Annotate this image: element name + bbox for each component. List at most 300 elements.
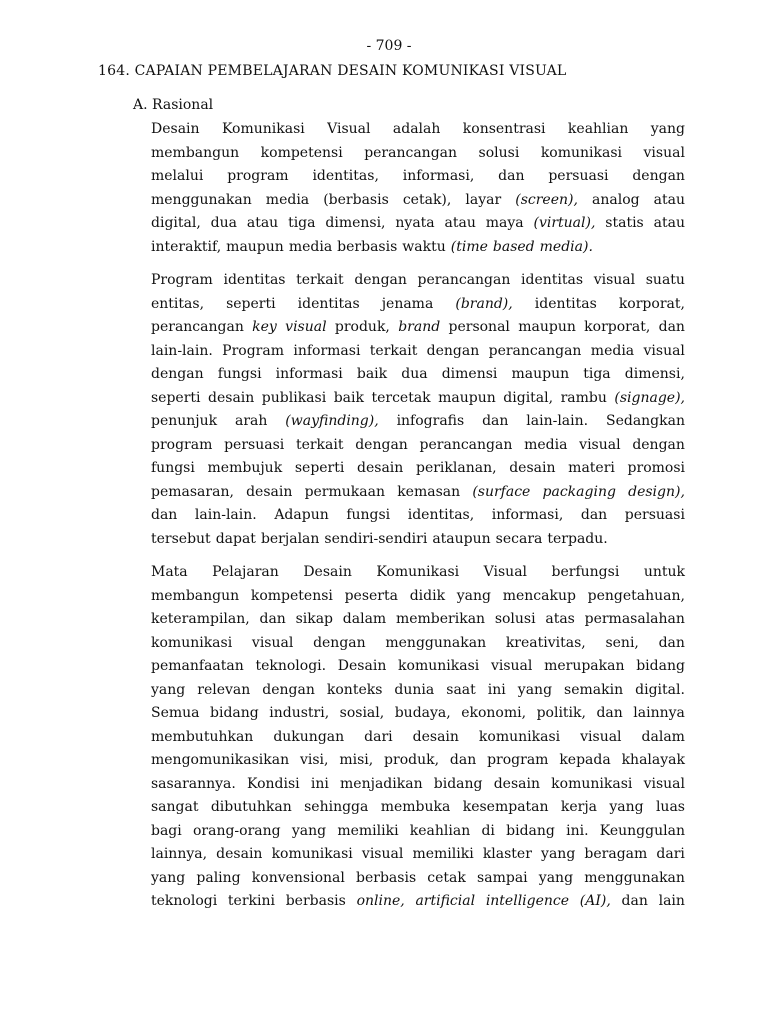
word: media — [288, 238, 333, 255]
page-number: - 709 - — [366, 38, 412, 54]
text-line — [151, 679, 685, 703]
word: (screen), — [515, 191, 578, 208]
word: seperti — [226, 295, 276, 312]
word: program — [487, 752, 549, 768]
word: visi, — [299, 752, 329, 768]
word: statis — [605, 215, 644, 231]
word: (berbasis — [323, 191, 389, 208]
word: visual — [361, 846, 404, 862]
text-line — [151, 749, 685, 773]
word: dengan — [262, 681, 315, 698]
word: sehingga — [304, 799, 369, 815]
word: pemanfaatan — [151, 658, 244, 674]
word: (surface — [472, 483, 531, 500]
word: maya — [485, 215, 524, 231]
word: kompetensi — [250, 587, 333, 604]
word: keahlian — [567, 121, 629, 137]
word: persuasi — [624, 507, 685, 523]
word: Desain — [303, 564, 352, 580]
text-line — [151, 165, 685, 189]
text-line — [151, 528, 685, 552]
text-line — [151, 585, 685, 609]
word: dalam — [342, 611, 387, 627]
word: yang — [517, 681, 553, 698]
word: yang — [456, 587, 491, 604]
word: Desain — [151, 121, 200, 137]
word: ataupun — [432, 530, 491, 547]
text-line — [151, 142, 685, 166]
word: dan — [498, 168, 525, 184]
word: Sedangkan — [605, 413, 685, 429]
word: dengan — [426, 342, 480, 359]
word: visual — [643, 144, 685, 161]
word: digital. — [635, 681, 685, 698]
subsection-title: A. Rasional — [133, 97, 214, 113]
word: kesempatan — [462, 799, 549, 815]
word: teknologi — [151, 893, 218, 909]
word: kepada — [559, 752, 611, 768]
word: terkait — [369, 342, 418, 359]
text-line — [151, 316, 685, 340]
word: visual — [251, 634, 294, 651]
word: solusi — [494, 611, 536, 627]
word: saat — [446, 681, 476, 698]
text-line — [151, 773, 685, 797]
word: korporat, — [618, 295, 685, 312]
word: artificial — [415, 893, 476, 909]
word: ekonomi, — [461, 705, 527, 721]
word: maupun — [226, 238, 284, 255]
word: cetak), — [402, 191, 452, 208]
word: komunikasi — [551, 775, 633, 792]
word: dan — [482, 413, 509, 429]
word: klaster — [482, 846, 532, 862]
word: yang — [151, 681, 186, 698]
word: atau — [653, 215, 685, 231]
word: based — [492, 238, 535, 255]
text-line — [151, 655, 685, 679]
word: seperti — [294, 460, 345, 476]
text-line — [151, 481, 685, 505]
word: rambu — [560, 389, 607, 406]
text-line — [151, 796, 685, 820]
word: interaktif, — [151, 238, 222, 255]
word: industri, — [269, 705, 330, 721]
word: menggunakan — [151, 191, 252, 208]
section-title: 164. CAPAIAN PEMBELAJARAN DESAIN KOMUNIKASI VISUAL — [98, 63, 567, 79]
word: (wayfinding), — [285, 413, 379, 429]
word: adalah — [392, 121, 441, 137]
word: perancangan — [417, 272, 511, 288]
text-line — [151, 457, 685, 481]
word: visual — [643, 775, 685, 792]
word: (signage), — [614, 389, 685, 406]
text-line — [151, 410, 685, 434]
word: dengan — [355, 436, 408, 453]
word: program — [227, 168, 289, 184]
word: maupun — [511, 366, 570, 382]
word: identitas, — [407, 507, 475, 523]
text-line — [151, 702, 685, 726]
word: perancangan — [151, 319, 244, 335]
word: Program — [222, 342, 284, 359]
word: identitas — [223, 272, 286, 288]
text-line — [151, 236, 685, 260]
word: layar — [465, 191, 502, 208]
word: desain — [412, 728, 459, 745]
word: berfungsi — [551, 564, 620, 580]
word: dan — [596, 705, 623, 721]
word: atau — [653, 191, 685, 208]
word: komunikasi — [271, 846, 353, 862]
word: dengan — [151, 366, 204, 382]
word: design), — [628, 483, 685, 500]
word: luas — [655, 799, 685, 815]
paragraph — [151, 269, 685, 551]
word: berbasis — [356, 869, 417, 886]
text-line — [151, 608, 685, 632]
word: dimensi, — [624, 366, 685, 382]
body-text — [151, 118, 685, 924]
word: perancangan — [419, 436, 513, 453]
word: memberikan — [395, 611, 486, 627]
word: promosi — [627, 460, 685, 476]
word: paling — [196, 869, 241, 886]
word: persuasi — [224, 436, 285, 453]
text-line — [151, 212, 685, 236]
word: dari — [656, 846, 685, 862]
word: dua — [210, 215, 237, 231]
word: sendiri-sendiri — [324, 530, 428, 547]
word: konsentrasi — [462, 121, 546, 137]
word: dibutuhkan — [210, 799, 292, 815]
word: untuk — [643, 564, 685, 580]
word: permasalahan — [584, 611, 685, 627]
word: media — [590, 342, 635, 359]
word: dan — [151, 507, 178, 523]
word: Keunggulan — [599, 822, 685, 839]
word: dengan — [354, 272, 407, 288]
word: lain — [658, 893, 685, 909]
word: intelligence — [485, 893, 570, 909]
word: komunikasi — [398, 658, 480, 674]
word: dan — [449, 752, 477, 768]
word: baik — [333, 389, 364, 406]
word: Visual — [483, 564, 528, 580]
word: yang — [291, 822, 327, 839]
word: bagi — [151, 822, 182, 839]
text-line — [151, 632, 685, 656]
word: secara — [495, 530, 543, 547]
word: dan — [580, 507, 608, 523]
word: materi — [568, 460, 615, 476]
word: komunikasi — [540, 144, 623, 161]
word: visual — [580, 728, 622, 745]
word: konvensional — [251, 869, 345, 886]
word: solusi — [478, 144, 520, 161]
text-line — [151, 561, 685, 585]
word: tersebut — [151, 530, 211, 547]
word: media — [265, 191, 310, 208]
text-line — [151, 269, 685, 293]
word: informasi — [293, 342, 361, 359]
word: Desain — [337, 658, 387, 674]
word: waktu — [402, 238, 446, 255]
text-line — [151, 867, 685, 891]
word: Komunikasi — [376, 564, 460, 580]
word: yang — [151, 869, 186, 886]
word: atau — [444, 215, 476, 231]
word: membujuk — [207, 460, 283, 476]
word: dimensi, — [325, 215, 386, 231]
word: informasi, — [402, 168, 475, 184]
word: beragam — [584, 846, 648, 862]
word: visual — [593, 272, 636, 288]
word: ini — [487, 681, 506, 698]
text-line — [151, 387, 685, 411]
word: permukaan — [304, 483, 385, 500]
word: Komunikasi — [221, 121, 305, 137]
word: dan — [658, 634, 685, 651]
word: perancangan — [488, 342, 582, 359]
word: kerja — [560, 799, 598, 815]
word: Program — [151, 272, 213, 288]
word: desain — [493, 775, 540, 792]
word: bidang — [433, 775, 483, 792]
word: periklanan, — [415, 460, 497, 476]
word: korporat, — [584, 319, 651, 335]
word: nyata — [395, 215, 435, 231]
word: dukungan — [273, 728, 345, 745]
word: dengan — [313, 634, 366, 651]
word: identitas — [521, 272, 584, 288]
word: terkini — [227, 893, 275, 909]
word: visual — [643, 342, 685, 359]
word: baik — [356, 366, 388, 382]
word: desain — [208, 389, 255, 406]
word: personal — [448, 319, 510, 335]
word: maupun — [518, 319, 576, 335]
word: visual — [285, 319, 327, 335]
word: dari — [364, 728, 393, 745]
word: informasi, — [491, 507, 564, 523]
word: berbasis — [285, 893, 346, 909]
word: politik, — [536, 705, 586, 721]
word: brand — [398, 319, 441, 335]
word: dapat — [215, 530, 256, 547]
word: memiliki — [337, 822, 399, 839]
text-line — [151, 189, 685, 213]
word: tercetak — [371, 389, 431, 406]
word: lain-lain. — [194, 507, 257, 523]
word: dan — [658, 319, 685, 335]
word: visual — [490, 658, 533, 674]
word: bidang — [636, 658, 685, 674]
word: (AI), — [579, 893, 611, 909]
text-line — [151, 890, 685, 914]
text-line — [151, 340, 685, 364]
word: membuka — [380, 799, 451, 815]
word: entitas, — [151, 295, 205, 312]
word: terpadu. — [547, 530, 608, 547]
word: fungsi — [346, 507, 391, 523]
word: penunjuk — [151, 413, 218, 429]
word: dan — [621, 893, 648, 909]
word: di — [481, 822, 495, 839]
word: relevan — [197, 681, 251, 698]
word: dan — [259, 611, 286, 627]
text-line — [151, 726, 685, 750]
word: persuasi — [548, 168, 609, 184]
word: desain — [246, 483, 293, 500]
word: publikasi — [261, 389, 327, 406]
word: pemasaran, — [151, 483, 234, 500]
word: terkait — [296, 272, 344, 288]
word: desain — [509, 460, 556, 476]
word: dimensi — [441, 366, 498, 382]
word: Kondisi — [247, 775, 300, 792]
word: fungsi — [217, 366, 262, 382]
word: Pelajaran — [212, 564, 279, 580]
word: berjalan — [260, 530, 320, 547]
word: lainnya, — [151, 846, 208, 862]
word: mencakup — [502, 587, 576, 604]
word: jenama — [381, 295, 434, 312]
word: digital, — [151, 215, 201, 231]
word: komunikasi — [478, 728, 561, 745]
word: produk, — [334, 319, 390, 335]
word: atau — [246, 215, 279, 231]
word: informasi — [275, 366, 343, 382]
word: kemasan — [397, 483, 461, 500]
text-line — [151, 843, 685, 867]
word: media). — [539, 238, 593, 255]
word: identitas — [534, 295, 597, 312]
word: didik — [409, 587, 446, 604]
text-line — [151, 434, 685, 458]
word: tiga — [288, 215, 316, 231]
word: menggunakan — [584, 869, 685, 886]
word: sampai — [477, 869, 528, 886]
word: key — [252, 319, 277, 335]
word: desain — [357, 460, 404, 476]
word: sosial, — [339, 705, 385, 721]
word: bidang — [506, 822, 555, 839]
word: infografis — [396, 413, 465, 429]
word: yang — [541, 846, 576, 862]
word: perancangan — [364, 144, 458, 161]
word: cetak — [427, 869, 466, 886]
word: tiga — [583, 366, 611, 382]
word: yang — [609, 799, 644, 815]
paragraph — [151, 118, 685, 259]
word: kreativitas, — [505, 634, 586, 651]
word: keterampilan, — [151, 611, 250, 627]
word: (virtual), — [533, 215, 596, 231]
word: memiliki — [412, 846, 474, 862]
word: (time — [450, 238, 488, 255]
word: membutuhkan — [151, 728, 254, 745]
word: berbasis — [337, 238, 398, 255]
word: (brand), — [455, 295, 513, 312]
word: desain — [216, 846, 263, 862]
word: Semua — [151, 705, 200, 721]
word: yang — [650, 121, 685, 137]
word: melalui — [151, 168, 204, 184]
word: seperti — [151, 389, 201, 406]
word: ini — [310, 775, 329, 792]
word: kompetensi — [260, 144, 343, 161]
word: sasarannya. — [151, 775, 236, 792]
word: semakin — [564, 681, 624, 698]
text-line — [151, 820, 685, 844]
word: digital, — [503, 389, 554, 406]
text-line — [151, 363, 685, 387]
word: yang — [538, 869, 574, 886]
word: program — [151, 436, 213, 453]
text-line — [151, 504, 685, 528]
word: pengetahuan, — [587, 587, 685, 604]
word: dengan — [632, 168, 685, 184]
word: lainnya — [633, 705, 685, 721]
word: visual — [579, 436, 621, 453]
word: suatu — [645, 272, 685, 288]
word: budaya, — [394, 705, 451, 721]
word: menggunakan — [385, 634, 487, 651]
word: media — [524, 436, 568, 453]
word: Adapun — [274, 507, 329, 523]
word: analog — [592, 191, 640, 208]
word: Mata — [151, 564, 188, 580]
word: dengan — [632, 436, 685, 453]
paragraph — [151, 561, 685, 914]
word: lain-lain. — [526, 413, 589, 429]
word: membangun — [151, 144, 240, 161]
word: online, — [356, 893, 405, 909]
word: peserta — [344, 587, 398, 604]
word: packaging — [542, 483, 616, 500]
word: lain-lain. — [151, 342, 213, 359]
word: seni, — [605, 634, 639, 651]
word: Visual — [327, 121, 371, 137]
word: fungsi — [151, 460, 195, 476]
word: membangun — [151, 587, 240, 604]
text-line — [151, 118, 685, 142]
word: konteks — [326, 681, 383, 698]
word: sangat — [151, 799, 199, 815]
word: mengomunikasikan — [151, 752, 290, 768]
word: maupun — [438, 389, 496, 406]
word: khalayak — [621, 752, 685, 768]
word: komunikasi — [151, 634, 233, 651]
word: menjadikan — [340, 775, 423, 792]
word: orang-orang — [192, 822, 281, 839]
word: arah — [235, 413, 268, 429]
word: terkait — [295, 436, 344, 453]
word: identitas — [297, 295, 360, 312]
word: keahlian — [409, 822, 471, 839]
text-line — [151, 293, 685, 317]
word: teknologi. — [255, 658, 327, 674]
word: bidang — [210, 705, 259, 721]
word: ini. — [566, 822, 589, 839]
word: dalam — [641, 728, 685, 745]
word: identitas, — [312, 168, 379, 184]
word: produk, — [384, 752, 440, 768]
word: sikap — [295, 611, 334, 627]
word: dua — [401, 366, 428, 382]
word: merupakan — [544, 658, 625, 674]
